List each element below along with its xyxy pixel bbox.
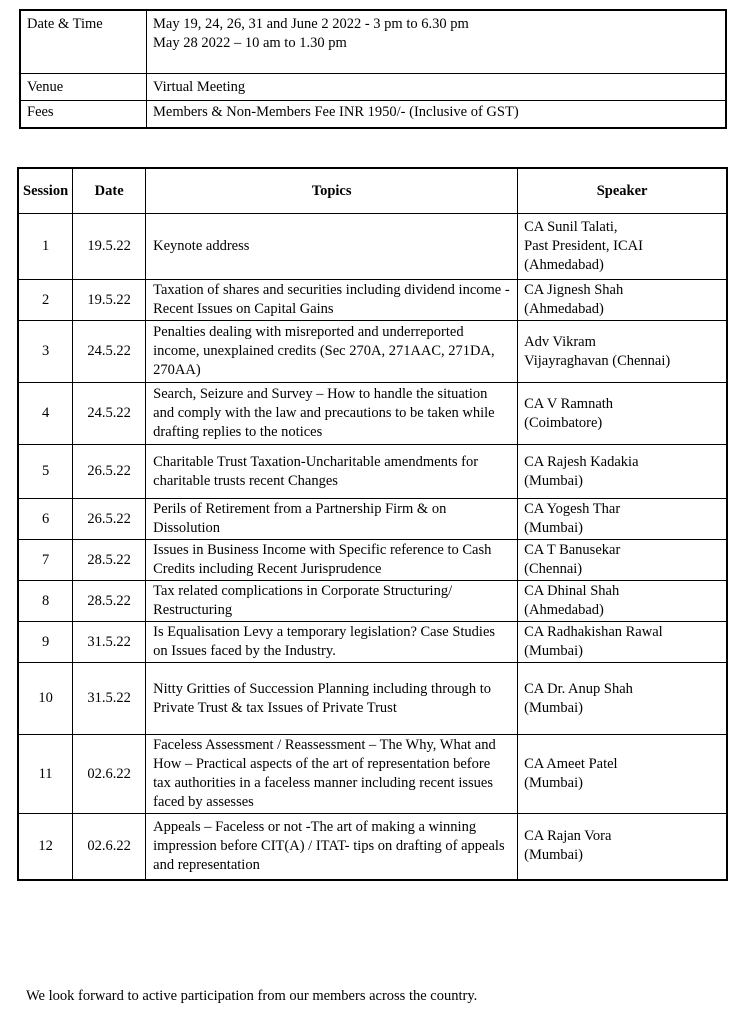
session-topic: Nitty Gritties of Succession Planning including through to Private Trust & tax Issues of Private Trust	[146, 663, 518, 735]
header-speaker: Speaker	[518, 168, 727, 214]
session-topic: Charitable Trust Taxation-Uncharitable amendments for charitable trusts recent Changes	[146, 445, 518, 499]
speaker-line: CA Yogesh Thar	[524, 501, 621, 517]
session-topic: Keynote address	[146, 214, 518, 280]
date-time-line-1: May 19, 24, 26, 31 and June 2 2022 - 3 pm to 6.30 pm	[153, 16, 469, 32]
sessions-body	[18, 214, 727, 880]
header-topics: Topics	[146, 168, 518, 214]
session-number: 4	[18, 383, 73, 445]
session-row	[18, 663, 727, 735]
session-speaker	[518, 581, 727, 622]
session-number: 6	[18, 499, 73, 540]
session-date: 28.5.22	[73, 581, 146, 622]
session-topic: Perils of Retirement from a Partnership Firm & on Dissolution	[146, 499, 518, 540]
speaker-line: Vijayraghavan (Chennai)	[524, 352, 671, 369]
speaker-line: CA Dr. Anup Shah	[524, 680, 633, 697]
date-time-value	[147, 10, 727, 74]
session-date: 28.5.22	[73, 540, 146, 581]
speaker-line: CA Dhinal Shah	[524, 583, 620, 599]
event-info-table	[19, 9, 727, 129]
session-number: 7	[18, 540, 73, 581]
speaker-line: Past President, ICAI	[524, 238, 643, 254]
session-speaker	[518, 321, 727, 383]
session-topic: Tax related complications in Corporate Structuring/ Restructuring	[146, 581, 518, 622]
session-date: 24.5.22	[73, 321, 146, 383]
header-session: Session	[18, 168, 73, 214]
speaker-line: (Coimbatore)	[524, 414, 603, 431]
session-number: 2	[18, 280, 73, 321]
footer-note: We look forward to active participation from our members across the country.	[26, 988, 478, 1004]
speaker-line: CA Sunil Talati,	[524, 219, 618, 235]
session-number: 12	[18, 814, 73, 880]
session-number: 8	[18, 581, 73, 622]
speaker-line: CA Rajan Vora	[524, 828, 612, 845]
speaker-line: (Chennai)	[524, 561, 583, 577]
session-row	[18, 622, 727, 663]
session-speaker	[518, 814, 727, 880]
session-number: 3	[18, 321, 73, 383]
session-date: 31.5.22	[73, 622, 146, 663]
speaker-line: (Mumbai)	[524, 472, 583, 489]
venue-row	[20, 74, 726, 101]
session-date: 19.5.22	[73, 280, 146, 321]
session-row	[18, 214, 727, 280]
venue-value: Virtual Meeting	[147, 74, 727, 101]
session-row	[18, 383, 727, 445]
session-speaker	[518, 663, 727, 735]
session-date: 02.6.22	[73, 814, 146, 880]
session-number: 9	[18, 622, 73, 663]
date-time-line-2: May 28 2022 – 10 am to 1.30 pm	[153, 35, 347, 51]
session-row	[18, 814, 727, 880]
speaker-line: (Ahmedabad)	[524, 257, 604, 273]
fees-value: Members & Non-Members Fee INR 1950/- (Inclusive of GST)	[147, 101, 727, 129]
speaker-line: (Mumbai)	[524, 847, 583, 864]
session-topic: Faceless Assessment / Reassessment – The Why, What and How – Practical aspects of the art of representation before tax authorities in a faceless manner including recent issues faced by assesses	[146, 735, 518, 814]
session-date: 26.5.22	[73, 499, 146, 540]
session-number: 1	[18, 214, 73, 280]
session-speaker	[518, 383, 727, 445]
speaker-line: CA T Banusekar	[524, 542, 621, 558]
sessions-table	[17, 167, 728, 881]
session-speaker	[518, 214, 727, 280]
session-number: 11	[18, 735, 73, 814]
speaker-line: (Mumbai)	[524, 699, 583, 716]
session-speaker	[518, 735, 727, 814]
session-speaker	[518, 499, 727, 540]
speaker-line: CA Rajesh Kadakia	[524, 453, 639, 470]
fees-row	[20, 101, 726, 129]
session-date: 02.6.22	[73, 735, 146, 814]
date-time-row	[20, 10, 726, 74]
speaker-line: (Mumbai)	[524, 520, 583, 536]
session-topic: Issues in Business Income with Specific reference to Cash Credits including Recent Jurisprudence	[146, 540, 518, 581]
sessions-header-row	[18, 168, 727, 214]
session-topic: Taxation of shares and securities including dividend income - Recent Issues on Capital Gains	[146, 280, 518, 321]
session-row	[18, 280, 727, 321]
header-date: Date	[73, 168, 146, 214]
speaker-line: (Mumbai)	[524, 643, 583, 659]
session-row	[18, 581, 727, 622]
speaker-line: CA V Ramnath	[524, 395, 614, 412]
session-row	[18, 499, 727, 540]
session-row	[18, 445, 727, 499]
speaker-line: Adv Vikram	[524, 333, 596, 350]
speaker-line: CA Ameet Patel	[524, 756, 618, 772]
session-topic: Appeals – Faceless or not -The art of making a winning impression before CIT(A) / ITAT- tips on drafting of appeals and representation	[146, 814, 518, 880]
session-row	[18, 321, 727, 383]
session-date: 31.5.22	[73, 663, 146, 735]
session-row	[18, 540, 727, 581]
speaker-line: (Ahmedabad)	[524, 301, 604, 317]
venue-label: Venue	[20, 74, 147, 101]
date-time-label: Date & Time	[20, 10, 147, 74]
session-number: 10	[18, 663, 73, 735]
session-topic: Is Equalisation Levy a temporary legislation? Case Studies on Issues faced by the Industry.	[146, 622, 518, 663]
speaker-line: CA Jignesh Shah	[524, 282, 624, 298]
session-date: 24.5.22	[73, 383, 146, 445]
session-date: 19.5.22	[73, 214, 146, 280]
session-date: 26.5.22	[73, 445, 146, 499]
session-topic: Search, Seizure and Survey – How to handle the situation and comply with the law and precautions to be taken while drafting replies to the notices	[146, 383, 518, 445]
session-speaker	[518, 540, 727, 581]
session-speaker	[518, 622, 727, 663]
speaker-line: (Ahmedabad)	[524, 602, 604, 618]
session-number: 5	[18, 445, 73, 499]
session-row	[18, 735, 727, 814]
session-topic: Penalties dealing with misreported and underreported income, unexplained credits (Sec 270A, 271AAC, 271DA, 270AA)	[146, 321, 518, 383]
fees-label: Fees	[20, 101, 147, 129]
speaker-line: CA Radhakishan Rawal	[524, 624, 663, 640]
session-speaker	[518, 280, 727, 321]
session-speaker	[518, 445, 727, 499]
speaker-line: (Mumbai)	[524, 775, 583, 791]
